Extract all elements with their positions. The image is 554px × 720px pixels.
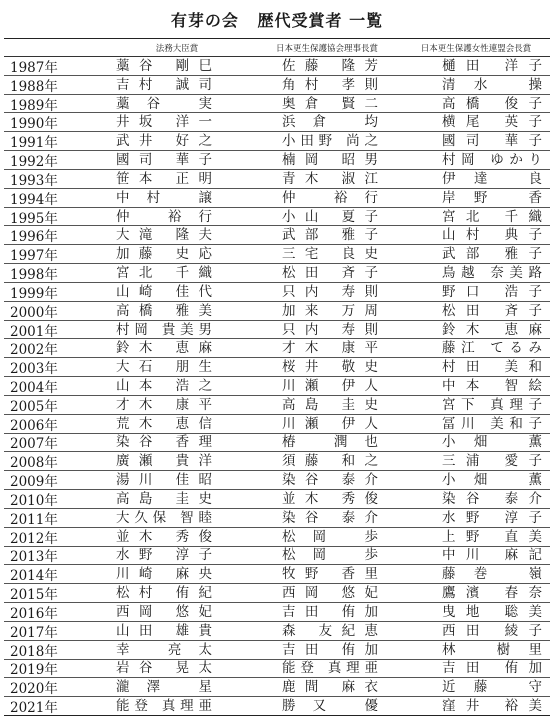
- recipient-name: 鷹濱 春奈: [442, 585, 542, 602]
- recipient-name: 中本 智絵: [442, 378, 542, 394]
- recipient-name: 山村 典子: [442, 227, 542, 244]
- recipient-name: 鳥越 奈美路: [442, 265, 542, 282]
- recipient-name: 横尾 英子: [442, 114, 542, 131]
- recipient-name: 吉田 侑加: [442, 660, 542, 677]
- recipient-name: 才木 康平: [282, 340, 378, 357]
- recipient-name: 藤江 てるみ: [442, 340, 542, 357]
- ministry-award-cell: [102, 694, 252, 718]
- recipient-name: 鈴木 恵麻: [442, 321, 542, 338]
- recipient-name: 川瀬 伊人: [282, 378, 378, 394]
- recipient-name: 染谷 泰介: [442, 490, 542, 507]
- recipient-name: 松田 斉子: [282, 265, 378, 282]
- year-cell: 2016年: [10, 605, 58, 622]
- recipient-name: 中川 麻記: [442, 547, 542, 564]
- year-cell: 2011年: [10, 511, 58, 528]
- recipient-name: 吉村 誠司: [116, 76, 212, 93]
- recipient-name: 吉田 侑加: [282, 603, 378, 620]
- recipient-name: 青木 淑江: [282, 170, 378, 187]
- recipient-name: 鈴木 恵麻: [116, 340, 212, 357]
- recipient-name: 宮北 千織: [442, 208, 542, 225]
- recipient-name: 西岡 悠妃: [282, 585, 378, 602]
- recipient-name: 大久保 智睦: [116, 509, 212, 526]
- year-cell: 2020年: [10, 681, 58, 698]
- recipient-name: 國司 華子: [116, 152, 212, 169]
- recipient-name: 並木 秀俊: [116, 528, 212, 545]
- recipient-name: 能登 真理亜: [116, 698, 212, 715]
- year-cell: 2014年: [10, 568, 58, 585]
- recipient-name: 小田野 尚之: [282, 133, 378, 150]
- recipient-name: 中村 譲: [116, 189, 212, 206]
- header-ministry-award: 法務大臣賞: [155, 43, 199, 54]
- recipient-name: 村田 美和: [442, 359, 542, 376]
- recipient-name: 染谷 泰介: [282, 509, 378, 526]
- year-cell: 2018年: [10, 643, 58, 660]
- header-federation-award: 日本更生保護女性連盟会長賞: [420, 43, 532, 54]
- recipient-name: 武井 好之: [116, 133, 212, 150]
- year-cell: 2012年: [10, 530, 58, 547]
- recipient-name: 伊達 良: [442, 170, 542, 187]
- year-cell: 2005年: [10, 398, 58, 415]
- recipient-name: 曳地 聡美: [442, 603, 542, 620]
- recipient-name: 能登 真理亜: [282, 660, 378, 677]
- recipient-name: 山田 雄貴: [116, 622, 212, 639]
- year-cell: 2008年: [10, 455, 58, 472]
- year-cell: 2004年: [10, 380, 58, 396]
- recipient-name: 武部 雅子: [442, 246, 542, 263]
- recipient-name: 小畑 薫: [442, 472, 542, 489]
- recipient-name: 瀧澤 星: [116, 679, 212, 696]
- year-cell: 2017年: [10, 624, 58, 641]
- year-cell: 1998年: [10, 267, 58, 284]
- recipient-name: 川崎 麻央: [116, 566, 212, 583]
- year-cell: 1993年: [10, 172, 58, 189]
- recipient-name: 鹿間 麻衣: [282, 679, 378, 696]
- recipient-name: 只内 寿則: [282, 321, 378, 338]
- recipient-name: 宮下 真理子: [442, 396, 542, 413]
- recipient-name: 吉田 侑加: [282, 641, 378, 658]
- recipient-name: 須藤 和之: [282, 453, 378, 470]
- recipient-name: 藤巻 嶺: [442, 566, 542, 583]
- recipient-name: 松田 斉子: [442, 302, 542, 319]
- recipient-name: 松岡 歩: [282, 547, 378, 564]
- recipient-name: 椿 潤也: [282, 434, 378, 451]
- recipient-name: 加来 万周: [282, 302, 378, 319]
- recipient-name: 加藤 史応: [116, 246, 212, 263]
- recipient-name: 岩谷 晃太: [116, 660, 212, 677]
- recipient-name: 岸野 香: [442, 189, 542, 206]
- recipient-name: 川瀬 伊人: [282, 415, 378, 432]
- year-cell: 2019年: [10, 662, 58, 679]
- recipient-name: 森 友紀恵: [282, 622, 378, 639]
- recipient-name: 染谷 泰介: [282, 472, 378, 489]
- year-cell: 2003年: [10, 361, 58, 378]
- recipient-name: 楠岡 昭男: [282, 152, 378, 169]
- recipient-name: 三宅 良史: [282, 246, 378, 263]
- recipient-name: 廣瀬 貴洋: [116, 453, 212, 470]
- recipient-name: 大滝 隆夫: [116, 227, 212, 244]
- recipient-name: 高橋 雅美: [116, 302, 212, 319]
- recipient-name: 佐藤 隆芳: [282, 57, 378, 74]
- recipient-name: 近藤 守: [442, 679, 542, 696]
- recipient-name: 西田 綾子: [442, 622, 542, 639]
- recipient-name: 勝又 優: [282, 698, 378, 715]
- recipient-name: 冨川 美和子: [442, 415, 542, 432]
- year-cell: 2002年: [10, 342, 58, 359]
- year-cell: 1991年: [10, 135, 58, 152]
- header-association-award: 日本更生保護協会理事長賞: [275, 43, 378, 54]
- recipient-name: 角村 孝則: [282, 76, 378, 93]
- year-cell: 2009年: [10, 474, 58, 491]
- year-cell: 2010年: [10, 492, 58, 509]
- year-cell: 1989年: [10, 97, 58, 114]
- recipient-name: 山崎 佳代: [116, 283, 212, 300]
- recipient-name: 荒木 恵信: [116, 415, 212, 432]
- recipient-name: 小山 夏子: [282, 208, 378, 225]
- year-cell: 1994年: [10, 191, 58, 208]
- recipient-name: 窪井 裕美: [442, 698, 542, 715]
- recipient-name: 樋田 洋子: [442, 57, 542, 74]
- year-cell: 1987年: [10, 59, 58, 76]
- recipient-name: 藁谷 実: [116, 95, 212, 112]
- title-org: 有芽の会: [170, 11, 239, 30]
- recipient-name: 藁谷 剛巳: [116, 57, 212, 74]
- recipient-name: 奥倉 賢二: [282, 95, 378, 112]
- recipient-name: 高島 圭史: [116, 490, 212, 507]
- recipient-name: 浜倉 均: [282, 114, 378, 131]
- recipient-name: 才木 康平: [116, 396, 212, 413]
- recipient-name: 牧野 香里: [282, 566, 378, 583]
- year-cell: 2006年: [10, 417, 58, 434]
- year-cell: 2001年: [10, 323, 58, 340]
- recipient-name: 笹本 正明: [116, 170, 212, 187]
- recipient-name: 村岡 ゆかり: [442, 152, 542, 169]
- recipient-name: 宮北 千織: [116, 265, 212, 282]
- page-title: [0, 8, 554, 31]
- year-cell: 1995年: [10, 210, 58, 227]
- recipient-name: 國司 華子: [442, 133, 542, 150]
- recipient-name: 清水 操: [442, 76, 542, 93]
- year-cell: 2015年: [10, 587, 58, 604]
- year-cell: 2000年: [10, 304, 58, 321]
- recipient-name: 桜井 敬史: [282, 359, 378, 376]
- year-cell: 2013年: [10, 549, 58, 566]
- recipient-name: 水野 淳子: [116, 547, 212, 564]
- year-cell: 1988年: [10, 78, 58, 95]
- recipient-name: 井坂 洋一: [116, 114, 212, 131]
- recipient-name: 仲 裕行: [282, 189, 378, 206]
- recipient-name: 並木 秀俊: [282, 490, 378, 507]
- recipient-name: 松岡 歩: [282, 528, 378, 545]
- recipient-name: 水野 淳子: [442, 509, 542, 526]
- recipient-name: 大石 朋生: [116, 359, 212, 376]
- recipient-name: 西岡 悠妃: [116, 603, 212, 620]
- year-cell: 1992年: [10, 154, 58, 171]
- federation-award-cell: [402, 694, 550, 718]
- recipient-name: 高島 圭史: [282, 396, 378, 413]
- title-heading: 歴代受賞者 一覧: [257, 11, 384, 30]
- recipient-name: 上野 直美: [442, 528, 542, 545]
- recipient-name: 三浦 愛子: [442, 453, 542, 470]
- recipient-name: 小畑 薫: [442, 434, 542, 451]
- recipient-name: 染谷 香理: [116, 434, 212, 451]
- year-cell: 1997年: [10, 248, 58, 265]
- recipient-name: 高橋 俊子: [442, 95, 542, 112]
- recipient-name: 仲 裕行: [116, 208, 212, 225]
- year-cell: 1996年: [10, 229, 58, 246]
- recipient-name: 湯川 佳昭: [116, 472, 212, 489]
- table-row: [4, 697, 550, 715]
- recipient-name: 林 樹里: [442, 641, 542, 658]
- association-award-cell: [252, 694, 402, 718]
- recipient-name: 山本 浩之: [116, 378, 212, 394]
- awards-table: [4, 38, 550, 716]
- recipient-name: 武部 雅子: [282, 227, 378, 244]
- year-cell: 2021年: [10, 700, 58, 717]
- recipient-name: 村岡 貴美男: [116, 321, 212, 338]
- year-cell: 2007年: [10, 436, 58, 453]
- year-cell: 1990年: [10, 116, 58, 133]
- recipient-name: 幸 亮太: [116, 641, 212, 658]
- recipient-name: 松村 侑紀: [116, 585, 212, 602]
- recipient-name: 只内 寿則: [282, 283, 378, 300]
- recipient-name: 野口 浩子: [442, 283, 542, 300]
- year-cell: 1999年: [10, 285, 58, 302]
